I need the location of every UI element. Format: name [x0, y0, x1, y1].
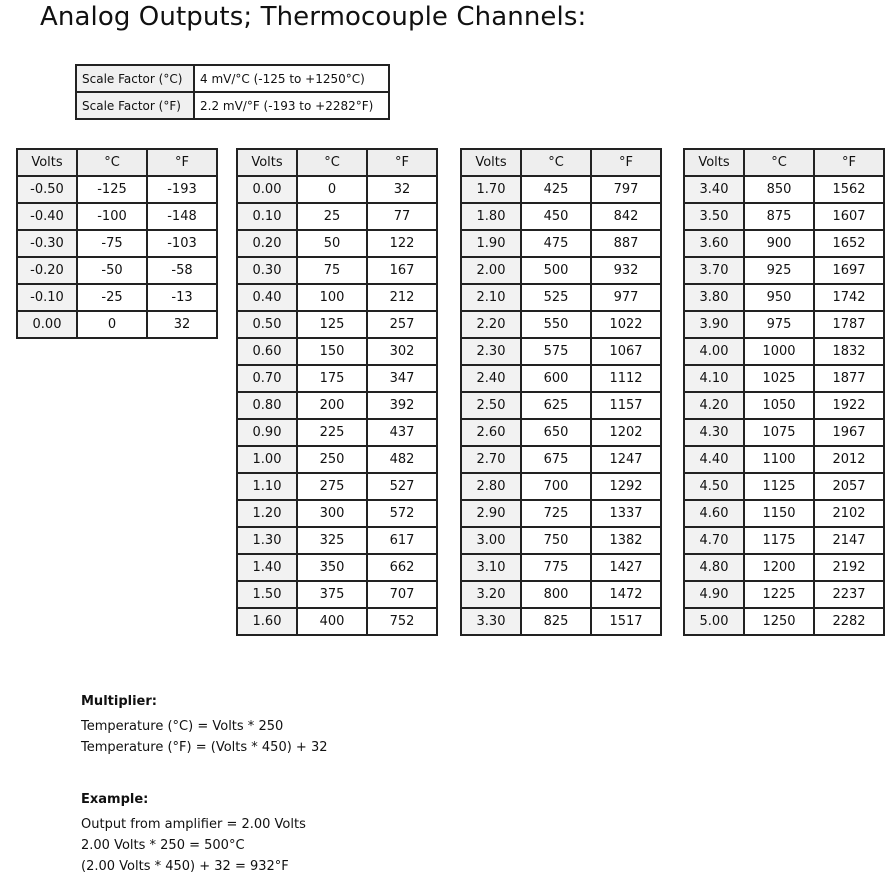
volts-cell: 2.90 — [461, 500, 521, 527]
volts-cell: 1.90 — [461, 230, 521, 257]
celsius-cell: 1075 — [744, 419, 814, 446]
fahrenheit-cell: 2012 — [814, 446, 884, 473]
volts-cell: 1.20 — [237, 500, 297, 527]
fahrenheit-cell: -103 — [147, 230, 217, 257]
fahrenheit-cell: 2057 — [814, 473, 884, 500]
celsius-cell: 1150 — [744, 500, 814, 527]
fahrenheit-cell: 122 — [367, 230, 437, 257]
celsius-cell: 425 — [521, 176, 591, 203]
column-header-volts: Volts — [237, 149, 297, 176]
celsius-cell: 1225 — [744, 581, 814, 608]
celsius-cell: 200 — [297, 392, 367, 419]
volts-cell: -0.10 — [17, 284, 77, 311]
volts-cell: 1.10 — [237, 473, 297, 500]
volts-cell: 2.70 — [461, 446, 521, 473]
fahrenheit-cell: 707 — [367, 581, 437, 608]
volts-cell: 4.20 — [684, 392, 744, 419]
celsius-cell: 375 — [297, 581, 367, 608]
table-row — [237, 176, 437, 203]
fahrenheit-cell: 257 — [367, 311, 437, 338]
celsius-cell: 400 — [297, 608, 367, 635]
celsius-cell: 650 — [521, 419, 591, 446]
column-header-volts: Volts — [684, 149, 744, 176]
example-section — [81, 792, 306, 874]
volts-cell: 3.90 — [684, 311, 744, 338]
table-row — [17, 230, 217, 257]
table-row — [461, 473, 661, 500]
celsius-cell: 300 — [297, 500, 367, 527]
fahrenheit-cell: -148 — [147, 203, 217, 230]
celsius-cell: 1100 — [744, 446, 814, 473]
fahrenheit-cell: 437 — [367, 419, 437, 446]
celsius-cell: 625 — [521, 392, 591, 419]
celsius-cell: 775 — [521, 554, 591, 581]
table-row — [17, 284, 217, 311]
celsius-cell: 150 — [297, 338, 367, 365]
fahrenheit-cell: -193 — [147, 176, 217, 203]
volts-cell: 0.70 — [237, 365, 297, 392]
celsius-cell: 1000 — [744, 338, 814, 365]
conversion-table-4 — [683, 148, 885, 636]
fahrenheit-cell: 1922 — [814, 392, 884, 419]
fahrenheit-cell: 797 — [591, 176, 661, 203]
volts-cell: 1.50 — [237, 581, 297, 608]
celsius-cell: 225 — [297, 419, 367, 446]
table-row — [684, 608, 884, 635]
fahrenheit-cell: 977 — [591, 284, 661, 311]
scale-factor-label: Scale Factor (°C) — [76, 65, 194, 92]
table-row — [461, 338, 661, 365]
fahrenheit-cell: 482 — [367, 446, 437, 473]
volts-cell: 4.60 — [684, 500, 744, 527]
fahrenheit-cell: 1787 — [814, 311, 884, 338]
celsius-cell: 975 — [744, 311, 814, 338]
volts-cell: 4.40 — [684, 446, 744, 473]
table-row — [684, 230, 884, 257]
fahrenheit-cell: 1112 — [591, 365, 661, 392]
table-row — [461, 203, 661, 230]
celsius-cell: 325 — [297, 527, 367, 554]
celsius-cell: 250 — [297, 446, 367, 473]
volts-cell: 0.90 — [237, 419, 297, 446]
volts-cell: 4.30 — [684, 419, 744, 446]
volts-cell: -0.30 — [17, 230, 77, 257]
celsius-cell: 75 — [297, 257, 367, 284]
conversion-table-1 — [16, 148, 218, 339]
table-row — [237, 203, 437, 230]
celsius-cell: 800 — [521, 581, 591, 608]
table-row — [461, 365, 661, 392]
volts-cell: 0.20 — [237, 230, 297, 257]
table-row — [461, 527, 661, 554]
celsius-cell: 900 — [744, 230, 814, 257]
fahrenheit-cell: 1607 — [814, 203, 884, 230]
fahrenheit-cell: 1157 — [591, 392, 661, 419]
fahrenheit-cell: 1832 — [814, 338, 884, 365]
scale-factor-label: Scale Factor (°F) — [76, 92, 194, 119]
example-heading: Example: — [81, 792, 149, 807]
volts-cell: 2.50 — [461, 392, 521, 419]
scale-factor-table — [75, 64, 390, 120]
table-row — [237, 446, 437, 473]
table-row — [461, 392, 661, 419]
table-header-row — [684, 149, 884, 176]
fahrenheit-cell: 1382 — [591, 527, 661, 554]
fahrenheit-cell: 2147 — [814, 527, 884, 554]
table-row — [237, 419, 437, 446]
conversion-table-3 — [460, 148, 662, 636]
example-line: Output from amplifier = 2.00 Volts — [81, 817, 306, 832]
column-header-c: °C — [521, 149, 591, 176]
fahrenheit-cell: 1022 — [591, 311, 661, 338]
table-row — [461, 500, 661, 527]
volts-cell: 3.60 — [684, 230, 744, 257]
fahrenheit-cell: 1067 — [591, 338, 661, 365]
table-row — [461, 419, 661, 446]
table-row — [684, 203, 884, 230]
multiplier-line: Temperature (°F) = (Volts * 450) + 32 — [81, 740, 328, 755]
volts-cell: 4.00 — [684, 338, 744, 365]
volts-cell: 2.20 — [461, 311, 521, 338]
page-title: Analog Outputs; Thermocouple Channels: — [40, 2, 587, 32]
table-row — [237, 500, 437, 527]
celsius-cell: 25 — [297, 203, 367, 230]
celsius-cell: 875 — [744, 203, 814, 230]
scale-factor-value: 4 mV/°C (-125 to +1250°C) — [194, 65, 389, 92]
volts-cell: 3.80 — [684, 284, 744, 311]
volts-cell: 0.00 — [17, 311, 77, 338]
table-row — [237, 392, 437, 419]
multiplier-heading: Multiplier: — [81, 694, 157, 709]
celsius-cell: 125 — [297, 311, 367, 338]
fahrenheit-cell: 1247 — [591, 446, 661, 473]
volts-cell: 4.90 — [684, 581, 744, 608]
table-header-row — [461, 149, 661, 176]
table-row — [237, 473, 437, 500]
column-header-volts: Volts — [461, 149, 521, 176]
volts-cell: 2.60 — [461, 419, 521, 446]
column-header-f: °F — [367, 149, 437, 176]
column-header-c: °C — [744, 149, 814, 176]
celsius-cell: 1050 — [744, 392, 814, 419]
fahrenheit-cell: 302 — [367, 338, 437, 365]
volts-cell: 2.80 — [461, 473, 521, 500]
celsius-cell: 675 — [521, 446, 591, 473]
celsius-cell: 0 — [297, 176, 367, 203]
volts-cell: 4.70 — [684, 527, 744, 554]
table-row — [17, 176, 217, 203]
volts-cell: 3.70 — [684, 257, 744, 284]
fahrenheit-cell: 1517 — [591, 608, 661, 635]
volts-cell: 3.00 — [461, 527, 521, 554]
table-row — [237, 338, 437, 365]
fahrenheit-cell: 1697 — [814, 257, 884, 284]
volts-cell: 1.60 — [237, 608, 297, 635]
column-header-volts: Volts — [17, 149, 77, 176]
table-row — [684, 554, 884, 581]
table-row — [237, 527, 437, 554]
scale-factor-row-f — [76, 92, 389, 119]
table-row — [461, 608, 661, 635]
fahrenheit-cell: 842 — [591, 203, 661, 230]
table-row — [17, 203, 217, 230]
fahrenheit-cell: 887 — [591, 230, 661, 257]
volts-cell: 1.30 — [237, 527, 297, 554]
table-row — [684, 365, 884, 392]
volts-cell: 3.10 — [461, 554, 521, 581]
volts-cell: -0.50 — [17, 176, 77, 203]
table-row — [17, 257, 217, 284]
example-line: (2.00 Volts * 450) + 32 = 932°F — [81, 859, 289, 874]
table-row — [461, 311, 661, 338]
table-row — [461, 554, 661, 581]
celsius-cell: 600 — [521, 365, 591, 392]
fahrenheit-cell: -13 — [147, 284, 217, 311]
table-row — [237, 230, 437, 257]
fahrenheit-cell: 1742 — [814, 284, 884, 311]
table-header-row — [17, 149, 217, 176]
celsius-cell: 1125 — [744, 473, 814, 500]
celsius-cell: 525 — [521, 284, 591, 311]
table-row — [684, 500, 884, 527]
conversion-table-2 — [236, 148, 438, 636]
table-row — [684, 338, 884, 365]
fahrenheit-cell: 1427 — [591, 554, 661, 581]
column-header-c: °C — [77, 149, 147, 176]
volts-cell: 1.00 — [237, 446, 297, 473]
fahrenheit-cell: 32 — [367, 176, 437, 203]
volts-cell: 0.60 — [237, 338, 297, 365]
fahrenheit-cell: 2102 — [814, 500, 884, 527]
celsius-cell: 825 — [521, 608, 591, 635]
celsius-cell: 700 — [521, 473, 591, 500]
fahrenheit-cell: 1337 — [591, 500, 661, 527]
fahrenheit-cell: 77 — [367, 203, 437, 230]
scale-factor-value: 2.2 mV/°F (-193 to +2282°F) — [194, 92, 389, 119]
celsius-cell: -25 — [77, 284, 147, 311]
fahrenheit-cell: 1562 — [814, 176, 884, 203]
table-row — [461, 284, 661, 311]
volts-cell: -0.20 — [17, 257, 77, 284]
celsius-cell: 450 — [521, 203, 591, 230]
volts-cell: 4.10 — [684, 365, 744, 392]
table-row — [684, 527, 884, 554]
fahrenheit-cell: 1652 — [814, 230, 884, 257]
celsius-cell: -50 — [77, 257, 147, 284]
column-header-f: °F — [591, 149, 661, 176]
volts-cell: 3.20 — [461, 581, 521, 608]
table-row — [237, 257, 437, 284]
fahrenheit-cell: 932 — [591, 257, 661, 284]
table-row — [17, 311, 217, 338]
celsius-cell: 950 — [744, 284, 814, 311]
table-row — [684, 446, 884, 473]
table-row — [237, 608, 437, 635]
volts-cell: 5.00 — [684, 608, 744, 635]
volts-cell: 1.40 — [237, 554, 297, 581]
table-row — [684, 392, 884, 419]
fahrenheit-cell: 1472 — [591, 581, 661, 608]
celsius-cell: 175 — [297, 365, 367, 392]
fahrenheit-cell: 167 — [367, 257, 437, 284]
fahrenheit-cell: 2237 — [814, 581, 884, 608]
volts-cell: 2.10 — [461, 284, 521, 311]
volts-cell: 0.00 — [237, 176, 297, 203]
fahrenheit-cell: 1877 — [814, 365, 884, 392]
celsius-cell: 550 — [521, 311, 591, 338]
volts-cell: 0.30 — [237, 257, 297, 284]
fahrenheit-cell: 212 — [367, 284, 437, 311]
fahrenheit-cell: 1967 — [814, 419, 884, 446]
volts-cell: 2.30 — [461, 338, 521, 365]
fahrenheit-cell: 392 — [367, 392, 437, 419]
table-row — [684, 311, 884, 338]
celsius-cell: 50 — [297, 230, 367, 257]
table-row — [237, 284, 437, 311]
volts-cell: 4.50 — [684, 473, 744, 500]
fahrenheit-cell: 1202 — [591, 419, 661, 446]
celsius-cell: 1175 — [744, 527, 814, 554]
fahrenheit-cell: 752 — [367, 608, 437, 635]
fahrenheit-cell: 32 — [147, 311, 217, 338]
celsius-cell: 1250 — [744, 608, 814, 635]
table-row — [684, 284, 884, 311]
fahrenheit-cell: 617 — [367, 527, 437, 554]
celsius-cell: 475 — [521, 230, 591, 257]
celsius-cell: 100 — [297, 284, 367, 311]
column-header-f: °F — [814, 149, 884, 176]
fahrenheit-cell: 347 — [367, 365, 437, 392]
table-row — [461, 581, 661, 608]
scale-factor-row-c — [76, 65, 389, 92]
table-row — [684, 257, 884, 284]
volts-cell: 3.30 — [461, 608, 521, 635]
volts-cell: 2.40 — [461, 365, 521, 392]
table-row — [237, 554, 437, 581]
fahrenheit-cell: 572 — [367, 500, 437, 527]
fahrenheit-cell: 527 — [367, 473, 437, 500]
table-row — [461, 257, 661, 284]
fahrenheit-cell: 1292 — [591, 473, 661, 500]
celsius-cell: 0 — [77, 311, 147, 338]
example-line: 2.00 Volts * 250 = 500°C — [81, 838, 245, 853]
table-row — [237, 581, 437, 608]
table-row — [684, 419, 884, 446]
celsius-cell: 350 — [297, 554, 367, 581]
celsius-cell: 850 — [744, 176, 814, 203]
volts-cell: 4.80 — [684, 554, 744, 581]
celsius-cell: 1025 — [744, 365, 814, 392]
celsius-cell: -125 — [77, 176, 147, 203]
table-row — [461, 176, 661, 203]
fahrenheit-cell: 2192 — [814, 554, 884, 581]
table-row — [461, 446, 661, 473]
celsius-cell: 275 — [297, 473, 367, 500]
volts-cell: 3.40 — [684, 176, 744, 203]
volts-cell: 1.70 — [461, 176, 521, 203]
volts-cell: 2.00 — [461, 257, 521, 284]
table-header-row — [237, 149, 437, 176]
fahrenheit-cell: 662 — [367, 554, 437, 581]
volts-cell: 3.50 — [684, 203, 744, 230]
table-row — [684, 473, 884, 500]
table-row — [461, 230, 661, 257]
table-row — [237, 311, 437, 338]
volts-cell: 0.10 — [237, 203, 297, 230]
multiplier-line: Temperature (°C) = Volts * 250 — [81, 719, 284, 734]
multiplier-section — [81, 694, 328, 755]
celsius-cell: -100 — [77, 203, 147, 230]
table-row — [684, 581, 884, 608]
volts-cell: 0.80 — [237, 392, 297, 419]
table-row — [237, 365, 437, 392]
celsius-cell: -75 — [77, 230, 147, 257]
column-header-f: °F — [147, 149, 217, 176]
celsius-cell: 725 — [521, 500, 591, 527]
celsius-cell: 925 — [744, 257, 814, 284]
volts-cell: 0.50 — [237, 311, 297, 338]
table-row — [684, 176, 884, 203]
volts-cell: 1.80 — [461, 203, 521, 230]
celsius-cell: 1200 — [744, 554, 814, 581]
fahrenheit-cell: 2282 — [814, 608, 884, 635]
celsius-cell: 500 — [521, 257, 591, 284]
fahrenheit-cell: -58 — [147, 257, 217, 284]
celsius-cell: 575 — [521, 338, 591, 365]
column-header-c: °C — [297, 149, 367, 176]
volts-cell: -0.40 — [17, 203, 77, 230]
volts-cell: 0.40 — [237, 284, 297, 311]
celsius-cell: 750 — [521, 527, 591, 554]
